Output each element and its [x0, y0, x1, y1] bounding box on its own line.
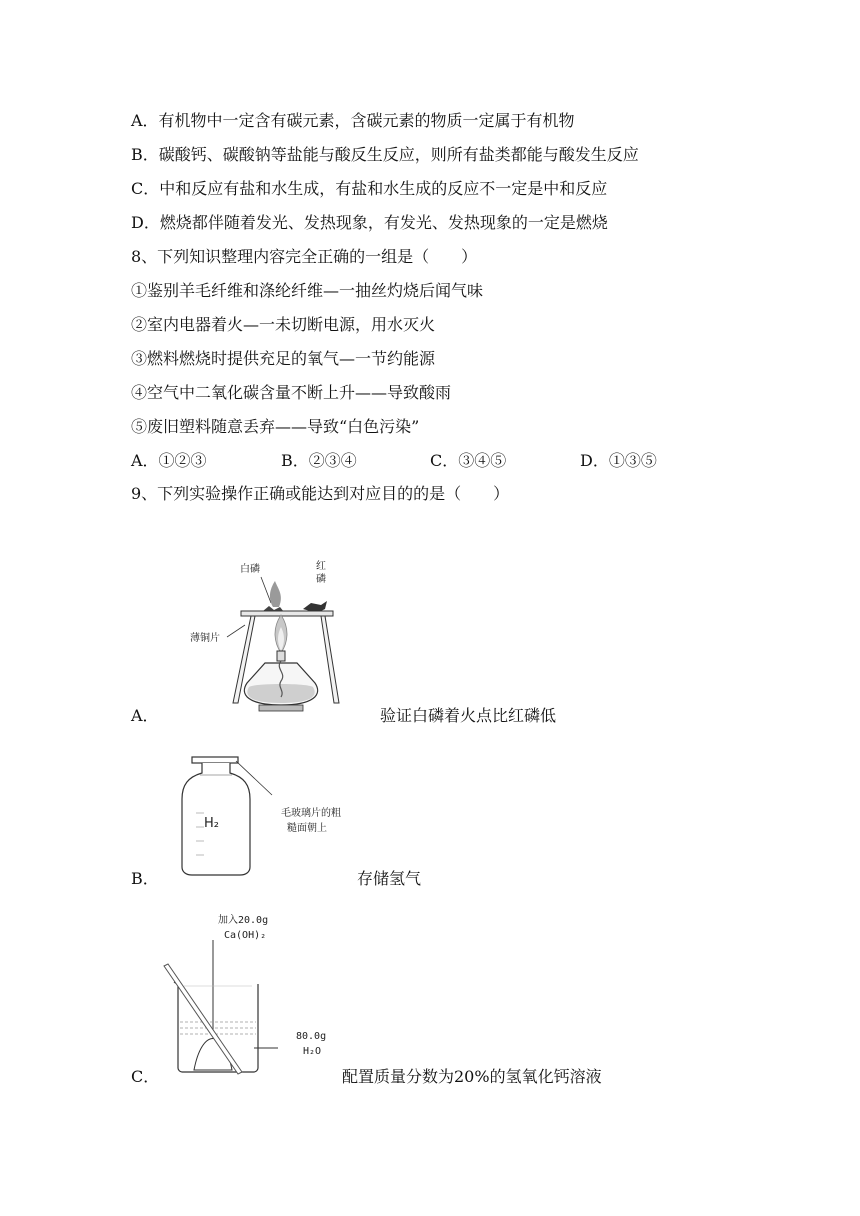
q7-option-b: B．碳酸钙、碳酸钠等盐能与酸反生反应，则所有盐类都能与酸发生反应 — [131, 145, 639, 164]
glass-cover-plate — [192, 757, 238, 763]
copper-sheet-label: 薄铜片 — [190, 633, 220, 644]
gas-bottle-figure — [178, 755, 353, 877]
q9-option-b-letter: B． — [131, 869, 159, 888]
hydrogen-label: H₂ — [204, 816, 219, 831]
q8-choice-a: A．①②③ — [131, 451, 207, 470]
q8-item-4: ④空气中二氧化碳含量不断上升——导致酸雨 — [131, 383, 452, 402]
white-phosphorus-label: 白磷 — [240, 564, 260, 575]
q8-item-5: ⑤废旧塑料随意丢弃——导致“白色污染” — [131, 417, 420, 436]
q8-choice-d: D．①③⑤ — [580, 451, 657, 470]
q9-option-a-caption: 验证白磷着火点比红磷低 — [380, 706, 557, 725]
burner-tripod-figure — [185, 555, 345, 715]
red-phosphorus-label-2: 磷 — [316, 574, 326, 585]
q8-stem: 8、下列知识整理内容完全正确的一组是（ ） — [131, 247, 478, 266]
q9-option-c-caption: 配置质量分数为20%的氢氧化钙溶液 — [342, 1067, 602, 1086]
phosphorus-flame-icon — [270, 581, 281, 607]
q9-option-b-caption: 存储氢气 — [357, 869, 422, 888]
q8-item-1: ①鉴别羊毛纤维和涤纶纤维—一抽丝灼烧后闻气味 — [131, 281, 484, 300]
beaker-figure — [158, 910, 348, 1075]
water-formula-label: H₂O — [303, 1046, 322, 1057]
added-solid-label-2: Ca(OH)₂ — [224, 930, 267, 941]
frosted-glass-note-2: 糙面朝上 — [287, 823, 327, 834]
q7-option-c: C．中和反应有盐和水生成，有盐和水生成的反应不一定是中和反应 — [131, 179, 608, 198]
q8-item-3: ③燃料燃烧时提供充足的氧气—一节约能源 — [131, 349, 436, 368]
frosted-glass-note-1: 毛玻璃片的粗 — [281, 808, 341, 819]
water-mass-label: 80.0g — [296, 1031, 327, 1042]
q7-option-a: A．有机物中一定含有碳元素，含碳元素的物质一定属于有机物 — [131, 111, 575, 130]
red-phosphorus-label-1: 红 — [316, 561, 326, 572]
copper-sheet — [241, 611, 333, 616]
q7-option-d: D．燃烧都伴随着发光、发热现象，有发光、发热现象的一定是燃烧 — [131, 213, 608, 232]
q8-choice-b: B．②③④ — [281, 451, 357, 470]
q8-choice-c: C．③④⑤ — [430, 451, 507, 470]
q9-option-a-letter: A． — [131, 706, 159, 725]
q9-stem: 9、下列实验操作正确或能达到对应目的的是（ ） — [131, 484, 510, 503]
added-solid-label-1: 加入20.0g — [218, 915, 269, 926]
q9-option-c-letter: C． — [131, 1067, 160, 1086]
q8-item-2: ②室内电器着火—一未切断电源，用水灭火 — [131, 315, 436, 334]
